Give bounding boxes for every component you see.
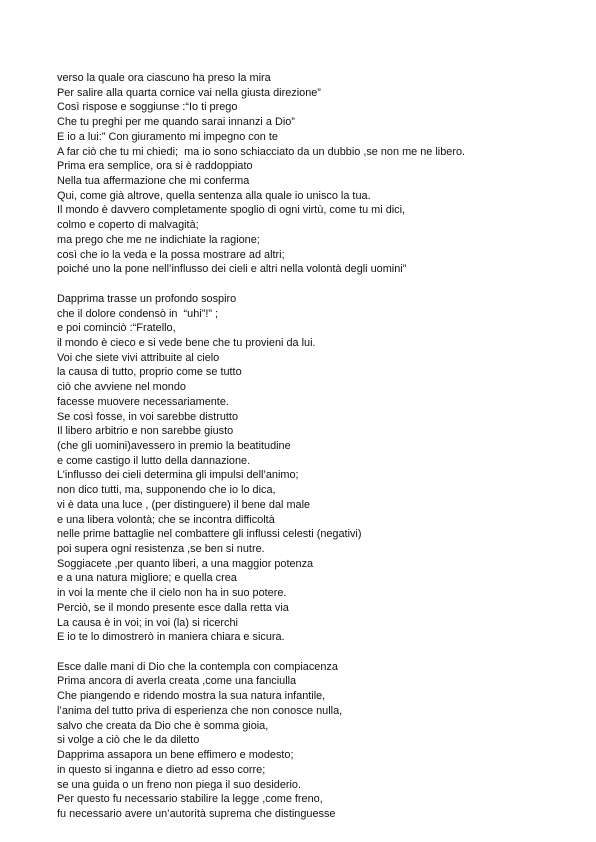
text-line: poi supera ogni resistenza ,se ben si nutre.: [57, 543, 265, 555]
text-line: Per questo fu necessario stabilire la legge ,come freno,: [57, 793, 323, 806]
text-line: Dapprima assapora un bene effimero e modesto;: [57, 749, 294, 762]
text-line: Prima era semplice, ora si è raddoppiato: [57, 160, 253, 173]
text-line: e una libera volontà; che se incontra difficoltà: [57, 513, 275, 526]
text-line: colmo e coperto di malvagità;: [57, 219, 199, 232]
text-line: Per salire alla quarta cornice vai nella giusta direzione”: [57, 86, 321, 99]
poem-text: [57, 71, 577, 822]
text-line: Nella tua affermazione che mi conferma: [57, 175, 250, 188]
text-line: non dico tutti, ma, supponendo che io lo dica,: [57, 484, 276, 497]
text-line: salvo che creata da Dio che è somma gioia,: [57, 719, 269, 732]
text-line: la causa di tutto, proprio come se tutto: [57, 366, 242, 379]
text-line: poiché uno la pone nell’influsso dei cieli e altri nella volontà degli uomini”: [57, 263, 407, 276]
text-line: nelle prime battaglie nel combattere gli influssi celesti (negativi): [57, 528, 362, 541]
text-line: Qui, come già altrove, quella sentenza alla quale io unisco la tua.: [57, 189, 371, 202]
stanza-2: [57, 292, 577, 645]
text-line: Che tu preghi per me quando sarai innanzi a Dio”: [57, 116, 295, 129]
text-line: se una guida o un freno non piega il suo desiderio.: [57, 778, 302, 791]
text-line: e poi cominciò :“Fratello,: [57, 322, 176, 335]
text-line: si volge a ciò che le da diletto: [57, 734, 200, 747]
text-line: facesse muovere necessariamente.: [57, 395, 229, 408]
text-line: Prima ancora di averla creata ,come una fanciulla: [57, 675, 297, 688]
text-line: Il mondo è davvero completamente spoglio di ogni virtù, come tu mi dici,: [57, 204, 406, 217]
text-line: ciò che avviene nel mondo: [57, 381, 186, 394]
text-line: La causa è in voi; in voi (la) si ricerchi: [57, 616, 238, 629]
text-line: Che piangendo e ridendo mostra la sua natura infantile,: [57, 690, 326, 703]
text-line: Perciò, se il mondo presente esce dalla retta via: [57, 601, 289, 614]
text-line: Così rispose e soggiunse :“Io ti prego: [57, 101, 238, 114]
text-line: Esce dalle mani di Dio che la contempla con compiacenza: [57, 660, 338, 673]
text-line: ma prego che me ne indichiate la ragione;: [57, 233, 260, 246]
text-line: così che io la veda e la possa mostrare ad altri;: [57, 248, 285, 261]
stanza-1: [57, 71, 577, 277]
text-line: che il dolore condensò in “uhi”!” ;: [57, 307, 219, 320]
text-line: fu necessario avere un’autorità suprema che distinguesse: [57, 807, 336, 820]
text-line: Il libero arbitrio e non sarebbe giusto: [57, 425, 234, 438]
text-line: L’influsso dei cieli determina gli impulsi dell’animo;: [57, 469, 299, 482]
text-line: e come castigo il lutto della dannazione.: [57, 454, 251, 467]
text-line: vi è data una luce , (per distinguere) il bene dal male: [57, 498, 311, 511]
stanza-3: [57, 660, 577, 822]
text-line: (che gli uomini)avessero in premio la beatitudine: [57, 439, 291, 452]
text-line: il mondo è cieco e si vede bene che tu provieni da lui.: [57, 336, 316, 349]
text-line: E io a lui:” Con giuramento mi impegno con te: [57, 130, 278, 143]
text-line: e a una natura migliore; e quella crea: [57, 572, 237, 585]
text-line: l’anima del tutto priva di esperienza che non conosce nulla,: [57, 704, 343, 717]
text-line: verso la quale ora ciascuno ha preso la mira: [57, 72, 271, 84]
text-line: A far ciò che tu mi chiedi; ma io sono schiacciato da un dubbio ,se non me ne libero.: [57, 145, 466, 158]
text-line: E io te lo dimostrerò in maniera chiara e sicura.: [57, 631, 285, 644]
text-line: Se così fosse, in voi sarebbe distrutto: [57, 410, 238, 423]
text-line: Dapprima trasse un profondo sospiro: [57, 292, 237, 305]
text-line: Voi che siete vivi attribuite al cielo: [57, 351, 220, 364]
text-line: Soggiacete ,per quanto liberi, a una maggior potenza: [57, 557, 314, 570]
text-line: in voi la mente che il cielo non ha in suo potere.: [57, 587, 287, 600]
text-line: in questo si inganna e dietro ad esso corre;: [57, 763, 266, 776]
